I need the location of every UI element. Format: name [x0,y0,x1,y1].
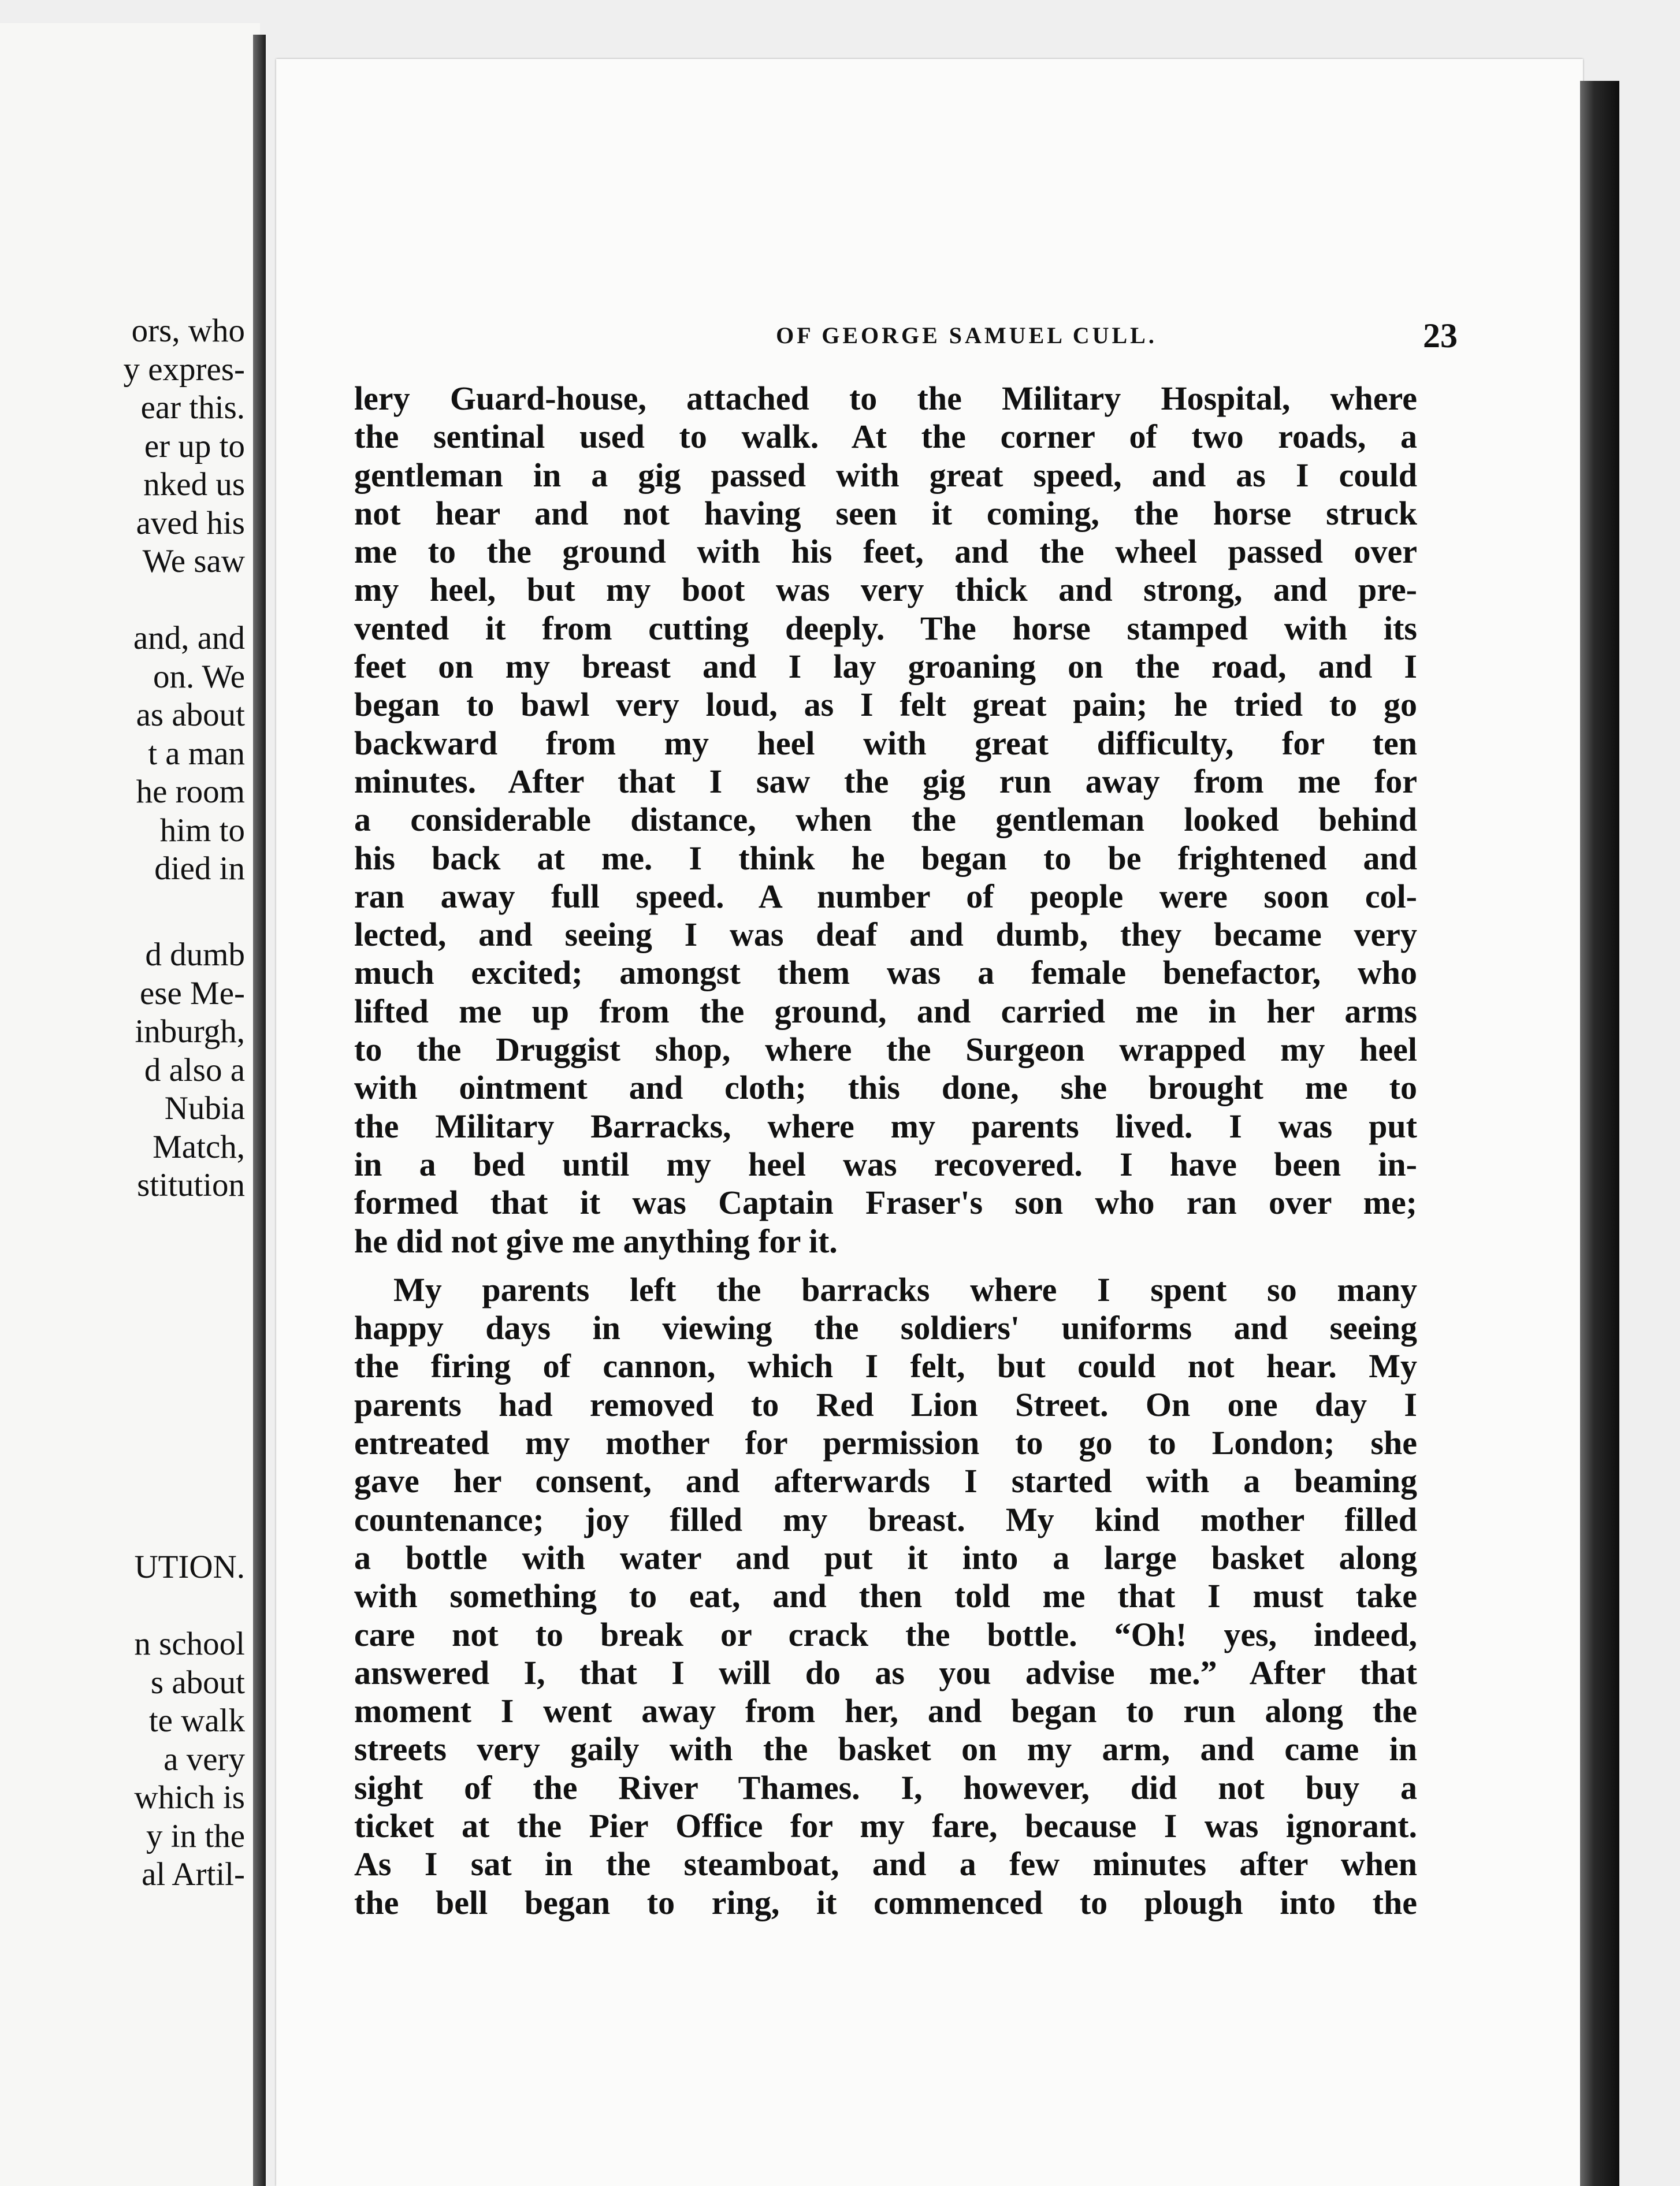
text-line: ticket at the Pier Office for my fare, because I was ignorant. [354,1806,1417,1845]
text-line: happy days in viewing the soldiers' uniforms and seeing [354,1309,1417,1347]
previous-page-line: al Artil- [142,1856,245,1893]
text-line: moment I went away from her, and began to run along the [354,1692,1417,1730]
running-head: OF GEORGE SAMUEL CULL. [776,322,1157,348]
previous-page-line: te walk [148,1702,245,1739]
previous-page-text-block-1 [124,312,246,888]
text-line: began to bawl very loud, as I felt great pain; he tried to go [354,686,1417,724]
text-line: gentleman in a gig passed with great speed, and as I could [354,456,1417,494]
previous-page-line: and, and [133,620,245,656]
previous-page-line: which is [134,1779,245,1816]
paragraph-gap [354,1261,1417,1271]
text-line: the Military Barracks, where my parents lived. I was put [354,1107,1417,1145]
previous-page-line [134,1587,245,1626]
previous-page-line: y in the [146,1817,245,1854]
text-line: My parents left the barracks where I spent so many [393,1270,1417,1308]
book-page [276,59,1583,2186]
previous-page-line: UTION. [134,1549,245,1585]
previous-page-text-block-3 [134,1548,245,1894]
page-edge-shadow [1580,81,1619,2186]
text-line: the firing of cannon, which I felt, but could not hear. My [354,1347,1417,1385]
previous-page-line: We saw [142,543,245,579]
previous-page-line: s about [150,1664,245,1701]
text-line: vented it from cutting deeply. The horse stamped with its [354,609,1417,647]
previous-page-line: t a man [148,735,245,772]
text-line: countenance; joy filled my breast. My kind mother filled [354,1500,1417,1538]
text-line: the bell began to ring, it commenced to plough into the [354,1883,1417,1921]
text-line: his back at me. I think he began to be frightened and [354,839,1417,877]
text-line: feet on my breast and I lay groaning on the road, and I [354,648,1417,686]
text-line: care not to break or crack the bottle. “Oh! yes, indeed, [354,1615,1417,1653]
previous-page-fragment [0,23,260,2186]
text-line: answered I, that I will do as you advise me.” After that [354,1653,1417,1691]
text-line: my heel, but my boot was very thick and strong, and pre- [354,571,1417,609]
text-line: to the Druggist shop, where the Surgeon wrapped my heel [354,1031,1417,1069]
text-line: in a bed until my heel was recovered. I have been in- [354,1145,1417,1183]
previous-page-line: d dumb [145,936,245,973]
page-number: 23 [1423,317,1458,355]
text-line: entreated my mother for permission to go to London; she [354,1424,1417,1462]
previous-page-line: him to [159,812,245,849]
text-line: lifted me up from the ground, and carried me in her arms [354,992,1417,1030]
text-line: the sentinal used to walk. At the corner of two roads, a [354,418,1417,456]
previous-page-line: inburgh, [135,1013,245,1050]
text-line: backward from my heel with great difficulty, for ten [354,724,1417,762]
text-line: a bottle with water and put it into a large basket along [354,1538,1417,1577]
previous-page-line: d also a [144,1051,245,1088]
text-line: parents had removed to Red Lion Street. On one day I [354,1385,1417,1423]
text-line: a considerable distance, when the gentleman looked behind [354,801,1417,839]
text-line: lected, and seeing I was deaf and dumb, they became very [354,916,1417,954]
text-line: with ointment and cloth; this done, she brought me to [354,1069,1417,1107]
previous-page-line: he room [136,774,245,810]
previous-page-line: nked us [143,466,245,503]
previous-page-line: ors, who [131,313,245,349]
text-line: gave her consent, and afterwards I started with a beaming [354,1462,1417,1500]
previous-page-line [124,581,246,620]
previous-page-line: stitution [137,1167,245,1203]
previous-page-text-block-2 [135,936,245,1205]
previous-page-line: n school [134,1626,245,1662]
text-line: lery Guard-house, attached to the Military Hospital, where [354,380,1417,417]
previous-page-line: Match, [153,1128,245,1165]
previous-page-line: er up to [144,427,245,464]
previous-page-line: as about [136,697,245,733]
previous-page-line: died in [154,850,245,887]
paragraph-2 [354,1271,1417,1922]
text-line: ran away full speed. A number of people were soon col- [354,877,1417,915]
previous-page-line: aved his [136,504,245,541]
text-line: much excited; amongst them was a female benefactor, who [354,954,1417,992]
text-line: not hear and not having seen it coming, the horse struck [354,494,1417,532]
text-line: with something to eat, and then told me that I must take [354,1577,1417,1615]
previous-page-line: ear this. [140,389,245,426]
text-line: me to the ground with his feet, and the wheel passed over [354,533,1417,571]
page-body-text [354,380,1417,1922]
text-line: he did not give me anything for it. [354,1222,838,1260]
paragraph-1 [354,380,1417,1261]
previous-page-line: Nubia [164,1090,245,1127]
previous-page-line: ese Me- [140,975,245,1012]
text-line: streets very gaily with the basket on my arm, and came in [354,1730,1417,1768]
text-line: minutes. After that I saw the gig run away from me for [354,762,1417,800]
text-line: As I sat in the steamboat, and a few minutes after when [354,1845,1417,1883]
text-line: sight of the River Thames. I, however, did not buy a [354,1768,1417,1806]
previous-page-line: y expres- [123,351,245,388]
book-gutter-shadow [253,35,266,2186]
text-line: formed that it was Captain Fraser's son who ran over me; [354,1184,1417,1222]
previous-page-line: on. We [153,658,245,695]
previous-page-line: a very [163,1741,245,1778]
